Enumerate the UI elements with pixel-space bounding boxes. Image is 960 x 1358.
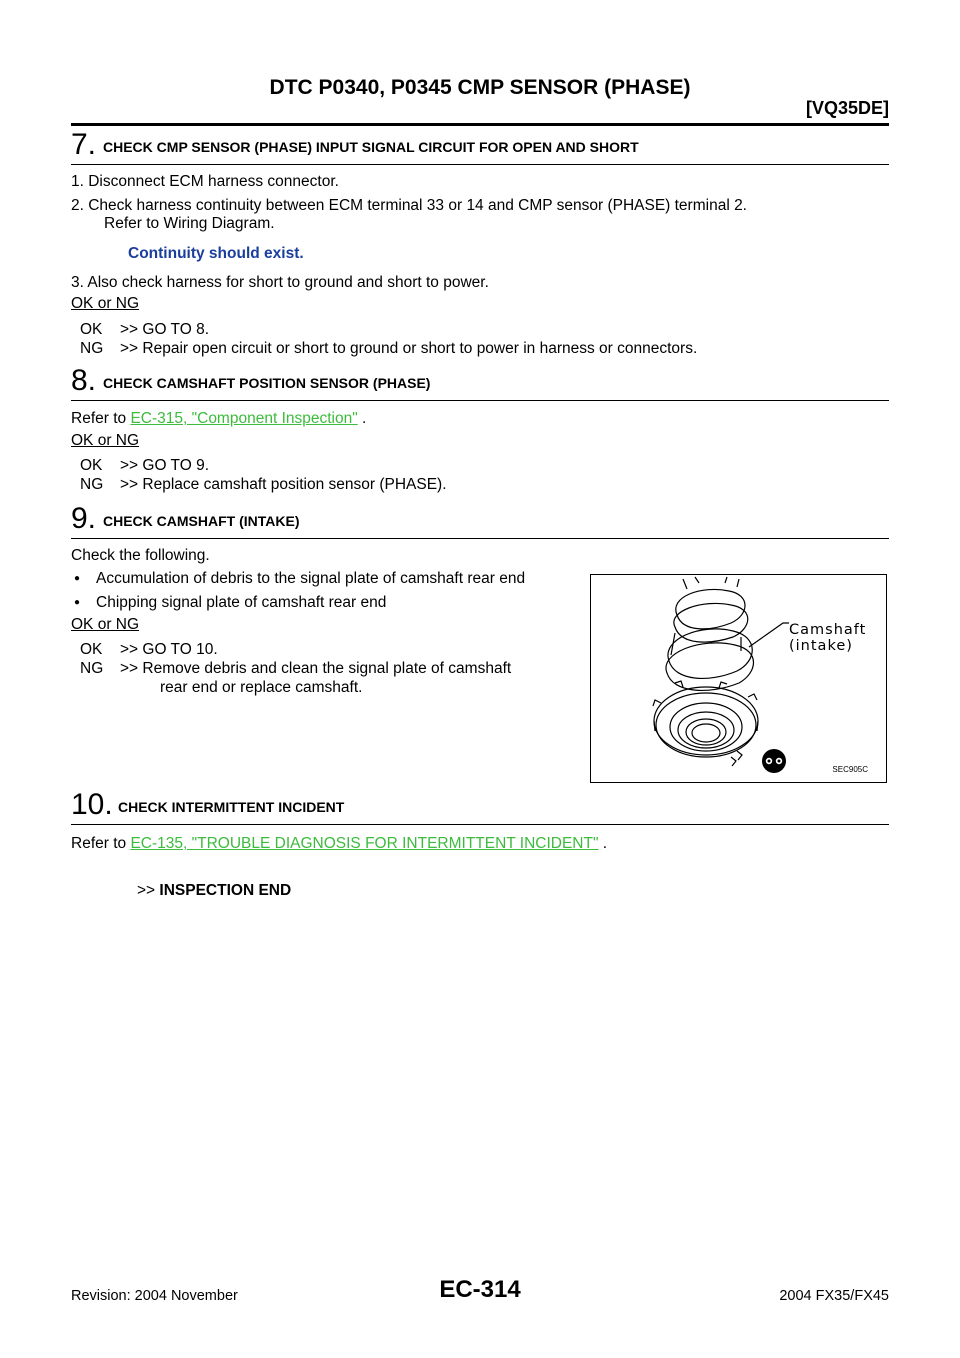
result-key: OK bbox=[80, 457, 103, 474]
result-value: >> Replace camshaft position sensor (PHASE). bbox=[120, 476, 447, 493]
bullet-text: Accumulation of debris to the signal plate of camshaft rear end bbox=[96, 570, 526, 587]
refer-suffix: . bbox=[357, 410, 367, 427]
instruction-line: 1. Disconnect ECM harness connector. bbox=[71, 173, 339, 190]
ok-or-ng-label: OK or NG bbox=[71, 295, 140, 312]
step-number: 7. bbox=[71, 128, 97, 161]
revision-text: Revision: 2004 November bbox=[71, 1288, 238, 1304]
camshaft-illustration bbox=[591, 575, 885, 781]
result-key: NG bbox=[80, 340, 104, 357]
result-key: NG bbox=[80, 660, 104, 677]
instruction-line: 2. Check harness continuity between ECM terminal 33 or 14 and CMP sensor (PHASE) terminal 2. bbox=[71, 197, 747, 214]
spec-text: Continuity should exist. bbox=[128, 245, 304, 262]
result-value: >> Repair open circuit or short to ground or short to power in harness or connectors. bbox=[120, 340, 698, 357]
step-7-heading bbox=[71, 128, 889, 165]
end-text: INSPECTION END bbox=[159, 882, 292, 899]
step-title: CHECK INTERMITTENT INCIDENT bbox=[118, 799, 345, 815]
figure-label-intake: (intake) bbox=[789, 638, 853, 654]
refer-prefix: Refer to bbox=[71, 835, 131, 852]
camshaft-figure bbox=[590, 574, 887, 783]
result-ng bbox=[80, 339, 697, 359]
result-value: >> Remove debris and clean the signal plate of camshaft bbox=[120, 660, 512, 677]
figure-label-camshaft: Camshaft bbox=[789, 622, 867, 638]
result-key: NG bbox=[80, 476, 104, 493]
figure-code: SEC905C bbox=[832, 765, 868, 774]
refer-line bbox=[71, 834, 607, 854]
bullet-dot-icon: ● bbox=[74, 573, 81, 584]
result-ng bbox=[80, 475, 447, 495]
step-number: 8. bbox=[71, 364, 97, 397]
bullet-dot-icon: ● bbox=[74, 597, 81, 608]
step-number: 10. bbox=[71, 788, 113, 821]
end-prefix: >> bbox=[137, 882, 156, 899]
page-number: EC-314 bbox=[439, 1276, 521, 1303]
model-text: 2004 FX35/FX45 bbox=[779, 1288, 889, 1304]
bullet-text: Chipping signal plate of camshaft rear end bbox=[96, 594, 387, 611]
ok-or-ng-label: OK or NG bbox=[71, 432, 140, 449]
step-8-heading bbox=[71, 364, 889, 401]
step-number: 9. bbox=[71, 502, 97, 535]
step-title: CHECK CAMSHAFT POSITION SENSOR (PHASE) bbox=[103, 375, 431, 391]
component-inspection-link[interactable]: EC-315, "Component Inspection" bbox=[130, 410, 358, 427]
result-ok bbox=[80, 456, 209, 476]
step-9-heading bbox=[71, 502, 889, 539]
result-ng bbox=[80, 659, 511, 679]
ok-or-ng-label: OK or NG bbox=[71, 616, 140, 633]
header-rule bbox=[71, 123, 889, 126]
result-value: >> GO TO 9. bbox=[120, 457, 210, 474]
result-key: OK bbox=[80, 321, 103, 338]
refer-prefix: Refer to bbox=[71, 410, 131, 427]
refer-line bbox=[71, 409, 366, 429]
instruction-line: Check the following. bbox=[71, 547, 210, 564]
instruction-line: 3. Also check harness for short to ground and short to power. bbox=[71, 274, 489, 291]
result-ok bbox=[80, 640, 218, 660]
engine-tag: [VQ35DE] bbox=[805, 98, 889, 118]
intermittent-incident-link[interactable]: EC-135, "TROUBLE DIAGNOSIS FOR INTERMITTENT INCIDENT" bbox=[130, 835, 599, 852]
result-ok bbox=[80, 320, 209, 340]
bullet-item bbox=[74, 593, 386, 613]
result-value: >> GO TO 8. bbox=[120, 321, 210, 338]
result-key: OK bbox=[80, 641, 103, 658]
result-value-continued: rear end or replace camshaft. bbox=[160, 679, 363, 696]
refer-suffix: . bbox=[598, 835, 608, 852]
page-title: DTC P0340, P0345 CMP SENSOR (PHASE) bbox=[269, 76, 691, 99]
step-10-heading bbox=[71, 788, 889, 825]
result-value: >> GO TO 10. bbox=[120, 641, 218, 658]
instruction-line: Refer to Wiring Diagram. bbox=[104, 215, 275, 232]
view-arrow-icon bbox=[762, 749, 786, 773]
step-title: CHECK CMP SENSOR (PHASE) INPUT SIGNAL CIRCUIT FOR OPEN AND SHORT bbox=[103, 139, 639, 155]
bullet-item bbox=[74, 569, 525, 589]
step-title: CHECK CAMSHAFT (INTAKE) bbox=[103, 513, 300, 529]
inspection-end bbox=[137, 881, 291, 901]
